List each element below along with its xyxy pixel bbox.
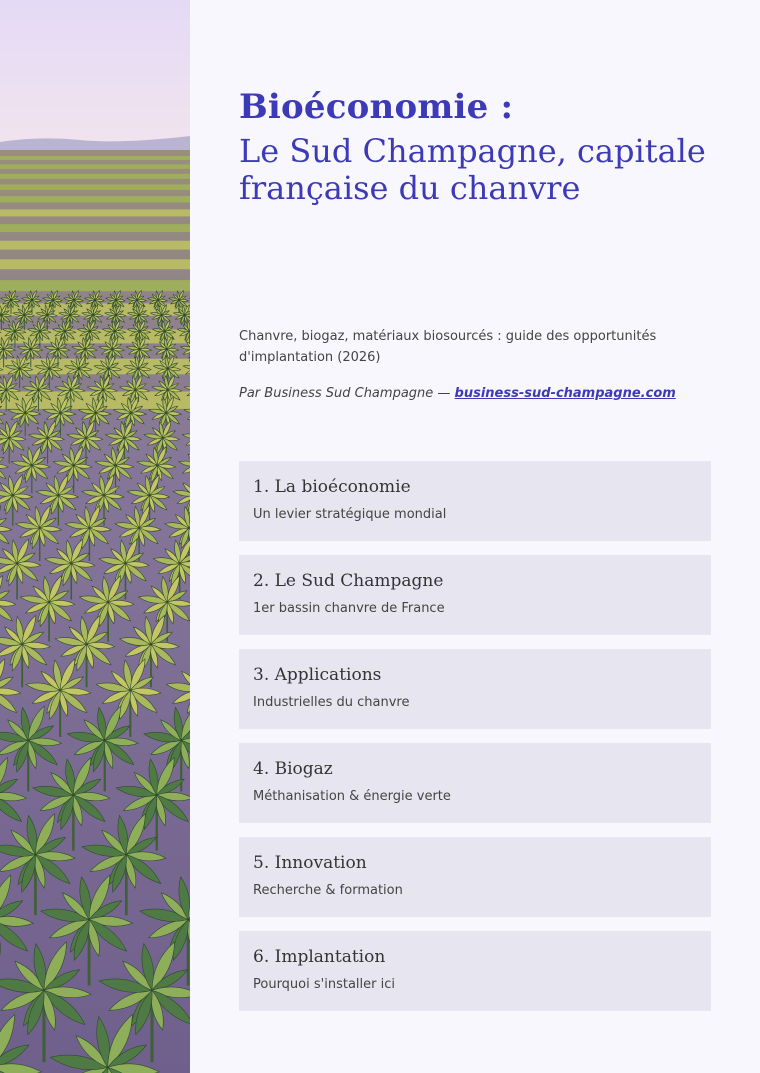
toc-item-sud-champagne[interactable] (239, 555, 711, 635)
title-line-2: Le Sud Champagne, capitale française du chanvre (239, 132, 706, 207)
crop-row (0, 156, 190, 160)
toc-item-title: 6. Implantation (253, 947, 386, 967)
toc-item-applications[interactable] (239, 649, 711, 729)
crop-row (0, 174, 190, 179)
hemp-field-illustration (0, 0, 190, 1073)
toc-item-biogaz[interactable] (239, 743, 711, 823)
table-of-contents (239, 461, 711, 1025)
crop-row (0, 196, 190, 202)
document-subtitle: Chanvre, biogaz, matériaux biosourcés : guide des opportunités d'implantation (2026) (239, 329, 657, 365)
crop-row (0, 241, 190, 250)
toc-item-title: 4. Biogaz (253, 759, 333, 779)
toc-item-bioeconomie[interactable] (239, 461, 711, 541)
toc-item-description: 1er bassin chanvre de France (253, 601, 445, 616)
crop-row (0, 164, 190, 168)
crop-row (0, 280, 190, 291)
crop-row (0, 209, 190, 216)
toc-item-innovation[interactable] (239, 837, 711, 917)
document-title (239, 86, 711, 207)
toc-item-description: Recherche & formation (253, 883, 403, 898)
toc-item-title: 2. Le Sud Champagne (253, 571, 444, 591)
toc-item-description: Pourquoi s'installer ici (253, 977, 395, 992)
toc-item-implantation[interactable] (239, 931, 711, 1011)
byline-prefix: Par Business Sud Champagne — (239, 386, 455, 401)
title-line-1: Bioéconomie : (239, 87, 514, 127)
byline (239, 386, 711, 401)
toc-item-title: 5. Innovation (253, 853, 367, 873)
crop-row (0, 184, 190, 190)
crop-row (0, 259, 190, 269)
toc-item-title: 3. Applications (253, 665, 382, 685)
toc-item-title: 1. La bioéconomie (253, 477, 411, 497)
website-link[interactable]: business-sud-champagne.com (454, 386, 676, 401)
toc-item-description: Industrielles du chanvre (253, 695, 410, 710)
toc-item-description: Méthanisation & énergie verte (253, 789, 451, 804)
toc-item-description: Un levier stratégique mondial (253, 507, 447, 522)
crop-row (0, 224, 190, 232)
